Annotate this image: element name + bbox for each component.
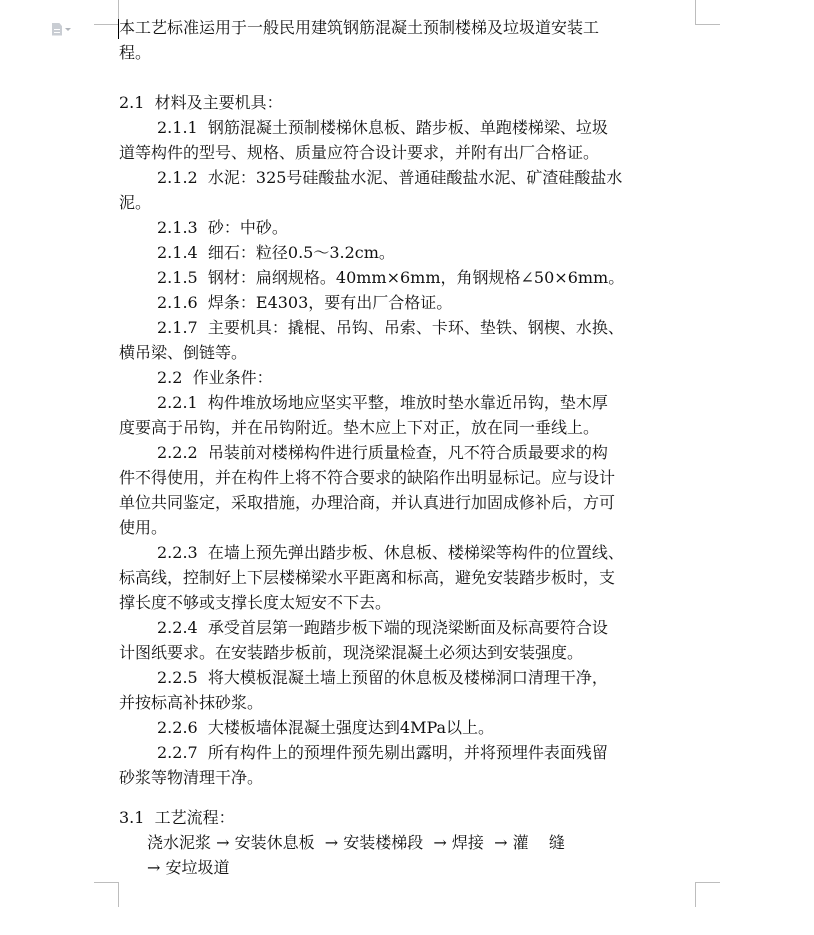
section-heading: 2.2 作业条件： — [157, 368, 273, 387]
text-line: 2.2.4 承受首层第一跑踏步板下端的现浇梁断面及标高要符合设 — [157, 618, 608, 637]
text-line: 2.1.1 钢筋混凝土预制楼梯休息板、踏步板、单跑楼梯梁、垃圾 — [157, 118, 608, 137]
text-line: 件不得使用，并在构件上将不符合要求的缺陷作出明显标记。应与设计 — [119, 468, 616, 487]
text-line: 2.1.2 水泥：325号硅酸盐水泥、普通硅酸盐水泥、矿渣硅酸盐水 — [157, 168, 623, 187]
text-line: 2.1.4 细石：粒径0.5～3.2cm。 — [157, 243, 395, 262]
section-heading: 3.1 工艺流程： — [119, 808, 235, 827]
text-line: 标高线，控制好上下层楼梯梁水平距离和标高，避免安装踏步板时，支 — [119, 568, 616, 587]
process-flow-line: → 安垃圾道 — [147, 858, 230, 877]
text-line: 撑长度不够或支撑长度太短安不下去。 — [119, 593, 392, 612]
text-line: 泥。 — [119, 193, 152, 212]
text-line: 程。 — [119, 43, 152, 62]
chevron-down-icon — [65, 28, 71, 31]
text-line: 2.2.2 吊装前对楼梯构件进行质量检查，凡不符合质最要求的构 — [157, 443, 608, 462]
text-line: 并按标高补抹砂浆。 — [119, 693, 264, 712]
section-heading: 2.1 材料及主要机具： — [119, 93, 283, 112]
document-icon — [52, 23, 62, 36]
text-line: 单位共同鉴定，采取措施，办理洽商，并认真进行加固成修补后，方可 — [119, 493, 616, 512]
text-line: 使用。 — [119, 518, 168, 537]
process-flow-line: 浇水泥浆 → 安装休息板 → 安装楼梯段 → 焊接 → 灌 缝 — [147, 833, 565, 852]
crop-mark-bottom-right — [695, 882, 720, 907]
text-line: 计图纸要求。在安装踏步板前，现浇梁混凝土必须达到安装强度。 — [119, 643, 584, 662]
crop-mark-top-left — [94, 0, 119, 25]
text-line: 本工艺标准运用于一般民用建筑钢筋混凝土预制楼梯及垃圾道安装工 — [119, 18, 600, 37]
text-line: 2.1.5 钢材：扁纲规格。40mm×6mm，角钢规格∠50×6mm。 — [157, 268, 625, 287]
text-line: 2.2.7 所有构件上的预埋件预先剔出露明，并将预埋件表面残留 — [157, 743, 608, 762]
text-line: 砂浆等物清理干净。 — [119, 768, 264, 787]
crop-mark-bottom-left — [94, 882, 119, 907]
text-line: 2.1.7 主要机具：撬棍、吊钩、吊索、卡环、垫铁、钢楔、水换、 — [157, 318, 624, 337]
text-line: 2.2.5 将大模板混凝土墙上预留的休息板及楼梯洞口清理干净， — [157, 668, 608, 687]
crop-mark-top-right — [695, 0, 720, 25]
text-line: 2.1.6 焊条：E4303，要有出厂合格证。 — [157, 293, 453, 312]
text-line: 2.2.6 大楼板墙体混凝土强度达到4MPa以上。 — [157, 718, 495, 737]
text-line: 横吊梁、倒链等。 — [119, 343, 248, 362]
paragraph-menu-button[interactable] — [52, 21, 76, 37]
text-line: 2.2.3 在墙上预先弹出踏步板、休息板、楼梯梁等构件的位置线、 — [157, 543, 624, 562]
text-line: 2.1.3 砂：中砂。 — [157, 218, 288, 237]
text-line: 道等构件的型号、规格、质量应符合设计要求，并附有出厂合格证。 — [119, 143, 600, 162]
text-line: 2.2.1 构件堆放场地应坚实平整，堆放时垫水靠近吊钩，垫木厚 — [157, 393, 608, 412]
text-line: 度要高于吊钩，并在吊钩附近。垫木应上下对正，放在同一垂线上。 — [119, 418, 600, 437]
